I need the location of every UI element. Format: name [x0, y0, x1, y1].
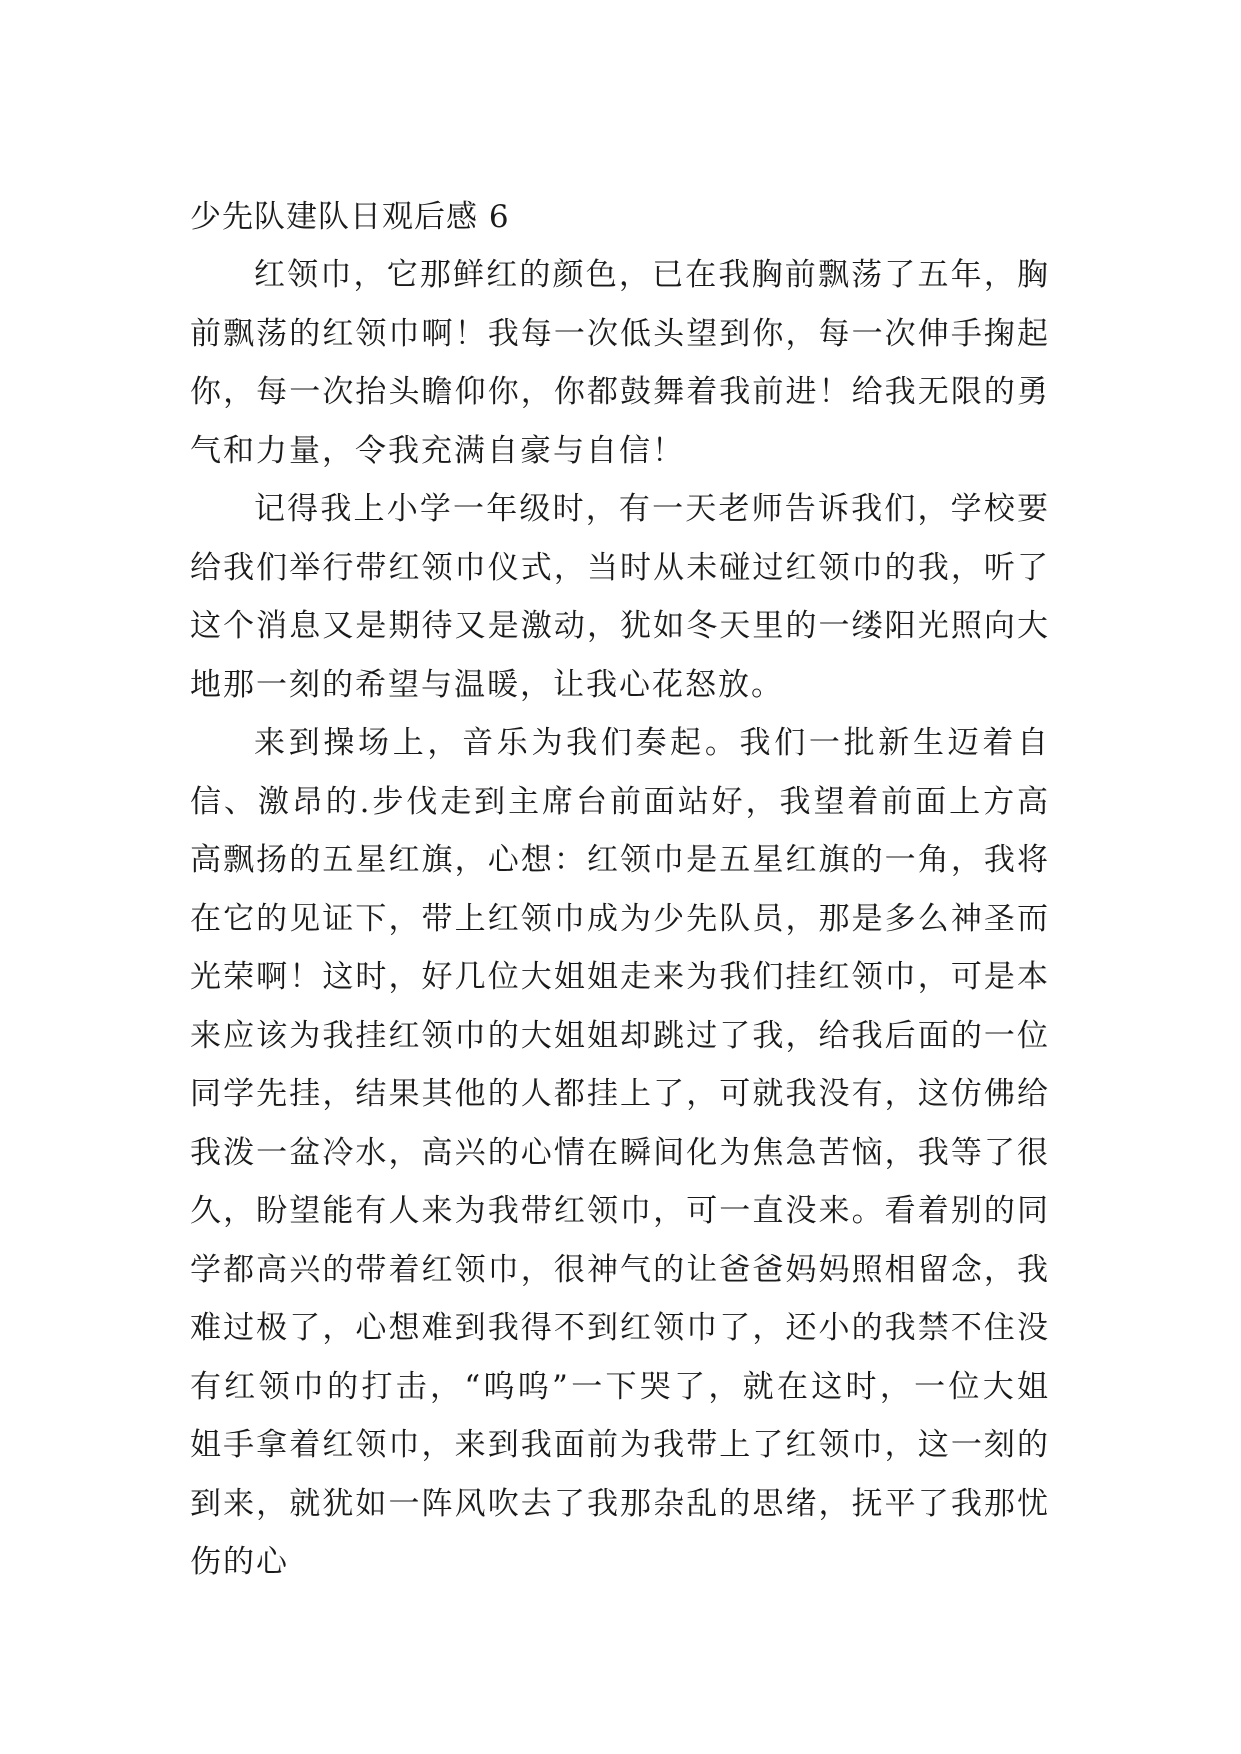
document-body [190, 191, 1050, 1592]
paragraph-2: 记得我上小学一年级时，有一天老师告诉我们，学校要给我们举行带红领巾仪式，当时从未碰过红领巾的我，听了这个消息又是期待又是激动，犹如冬天里的一缕阳光照向大地那一刻的希望与温暖，让我心花怒放。 [190, 491, 1050, 703]
paragraph-1: 红领巾，它那鲜红的颜色，已在我胸前飘荡了五年，胸前飘荡的红领巾啊！我每一次低头望到你，每一次伸手掬起你，每一次抬头瞻仰你，你都鼓舞着我前进！给我无限的勇气和力量，令我充满自豪与自信！ [190, 257, 1050, 469]
paragraph-3: 来到操场上，音乐为我们奏起。我们一批新生迈着自信、激昂的.步伐走到主席台前面站好，我望着前面上方高高飘扬的五星红旗，心想：红领巾是五星红旗的一角，我将在它的见证下，带上红领巾成为少先队员，那是多么神圣而光荣啊！这时，好几位大姐姐走来为我们挂红领巾，可是本来应该为我挂红领巾的大姐姐却跳过了我，给我后面的一位同学先挂，结果其他的人都挂上了，可就我没有，这仿佛给我泼一盆冷水，高兴的心情在瞬间化为焦急苦恼，我等了很久，盼望能有人来为我带红领巾，可一直没来。看着别的同学都高兴的带着红领巾，很神气的让爸爸妈妈照相留念，我难过极了，心想难到我得不到红领巾了，还小的我禁不住没有红领巾的打击，“呜呜”一下哭了，就在这时，一位大姐姐手拿着红领巾，来到我面前为我带上了红领巾，这一刻的到来，就犹如一阵风吹去了我那杂乱的思绪，抚平了我那忧伤的心 [190, 725, 1050, 1580]
document-title: 少先队建队日观后感 6 [190, 199, 510, 235]
